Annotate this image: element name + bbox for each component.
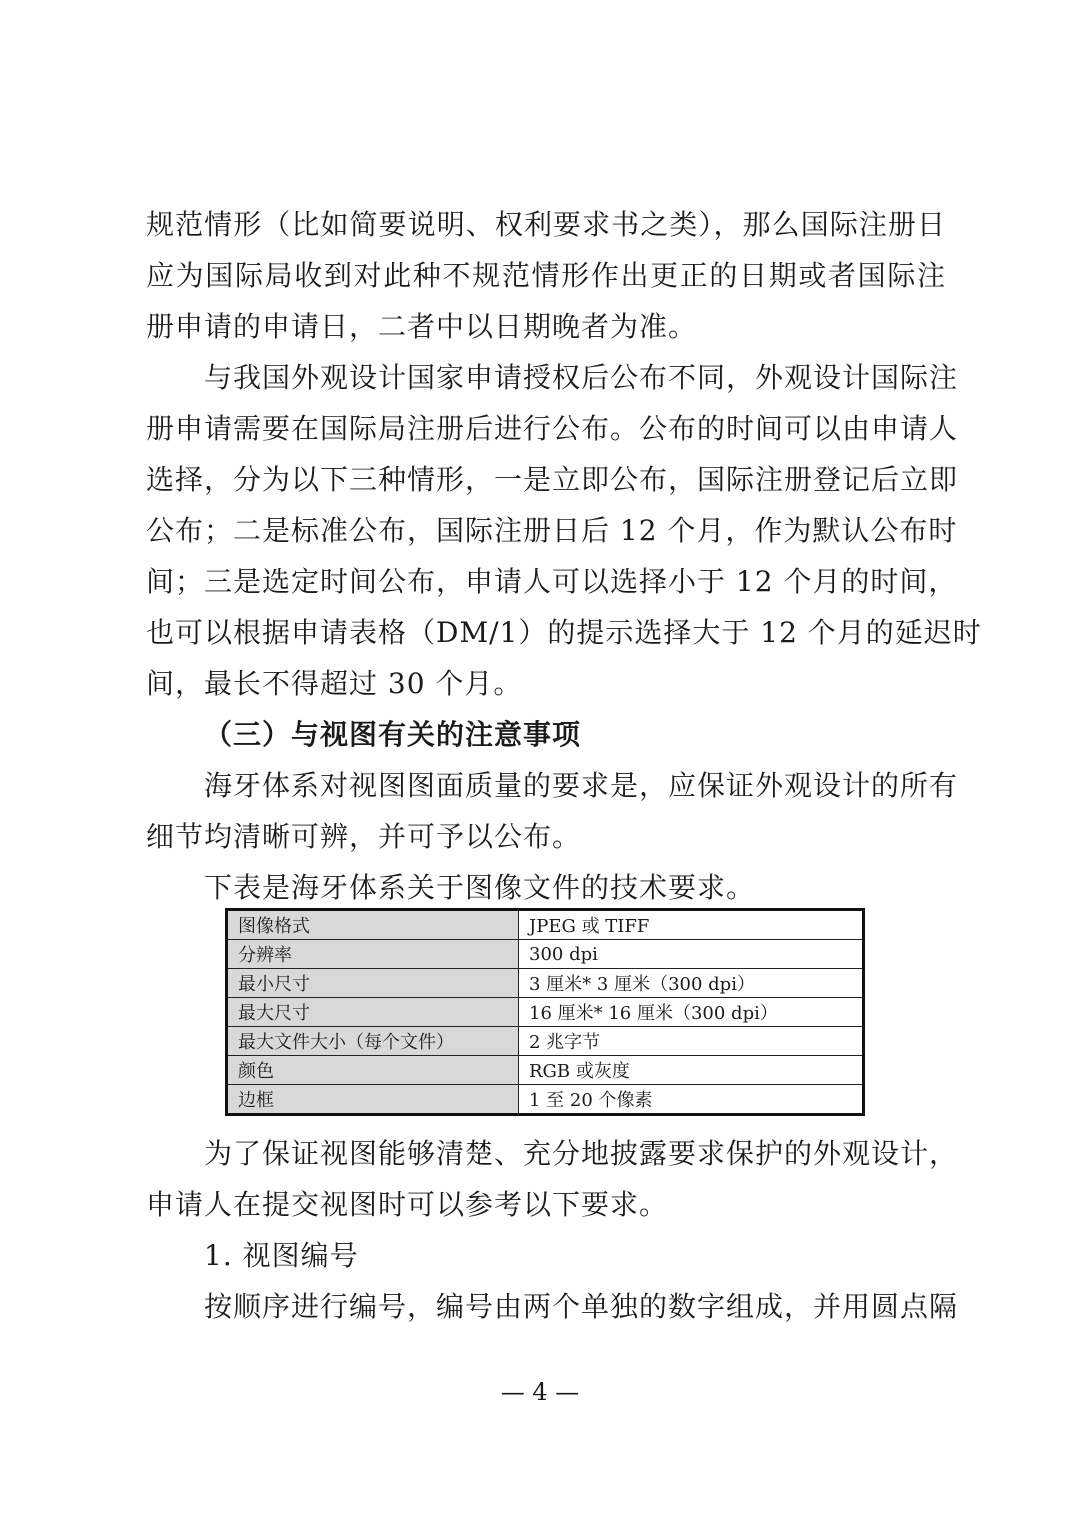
paragraph-line: 间；三是选定时间公布，申请人可以选择小于 12 个月的时间， [146,565,958,598]
page-number: — 4 — [500,1378,580,1406]
table-key-cell: 最小尺寸 [227,969,519,998]
table-row [227,1056,864,1085]
table-value-cell: RGB 或灰度 [519,1056,864,1085]
table-value-cell: JPEG 或 TIFF [519,910,864,940]
paragraph-line: 海牙体系对视图图面质量的要求是，应保证外观设计的所有 [204,769,959,802]
numbered-subheading: 1. 视图编号 [204,1239,359,1272]
table-value-cell: 1 至 20 个像素 [519,1085,864,1115]
table-value-cell: 300 dpi [519,940,864,969]
table-value-cell: 2 兆字节 [519,1027,864,1056]
table-key-cell: 边框 [227,1085,519,1115]
paragraph-line: 也可以根据申请表格（DM/1）的提示选择大于 12 个月的延迟时 [146,616,982,649]
paragraph-line: 申请人在提交视图时可以参考以下要求。 [146,1188,669,1221]
table-key-cell: 颜色 [227,1056,519,1085]
table-key-cell: 最大文件大小（每个文件） [227,1027,519,1056]
paragraph-line: 间，最长不得超过 30 个月。 [146,667,523,700]
section-heading: （三）与视图有关的注意事项 [204,718,582,751]
table-key-cell: 图像格式 [227,910,519,940]
paragraph-line: 与我国外观设计国家申请授权后公布不同，外观设计国际注 [204,361,959,394]
table-value-cell: 3 厘米* 3 厘米（300 dpi） [519,969,864,998]
table-row [227,1027,864,1056]
paragraph-line: 细节均清晰可辨，并可予以公布。 [146,820,582,853]
table-key-cell: 最大尺寸 [227,998,519,1027]
table-value-cell: 16 厘米* 16 厘米（300 dpi） [519,998,864,1027]
paragraph-line: 应为国际局收到对此种不规范情形作出更正的日期或者国际注 [146,259,946,292]
paragraph-line: 规范情形（比如简要说明、权利要求书之类），那么国际注册日 [146,208,946,241]
paragraph-line: 为了保证视图能够清楚、充分地披露要求保护的外观设计， [204,1137,959,1170]
table-key-cell: 分辨率 [227,940,519,969]
paragraph-line: 按顺序进行编号，编号由两个单独的数字组成，并用圆点隔 [204,1290,959,1323]
table-row [227,910,864,940]
image-requirements-table [225,908,865,1116]
table-row [227,940,864,969]
table-row [227,1085,864,1115]
paragraph-line: 下表是海牙体系关于图像文件的技术要求。 [204,871,756,904]
table-row [227,969,864,998]
paragraph-line: 册申请的申请日，二者中以日期晚者为准。 [146,310,698,343]
paragraph-line: 选择，分为以下三种情形，一是立即公布，国际注册登记后立即 [146,463,959,496]
paragraph-line: 册申请需要在国际局注册后进行公布。公布的时间可以由申请人 [146,412,959,445]
table-row [227,998,864,1027]
paragraph-line: 公布；二是标准公布，国际注册日后 12 个月，作为默认公布时 [146,514,958,547]
